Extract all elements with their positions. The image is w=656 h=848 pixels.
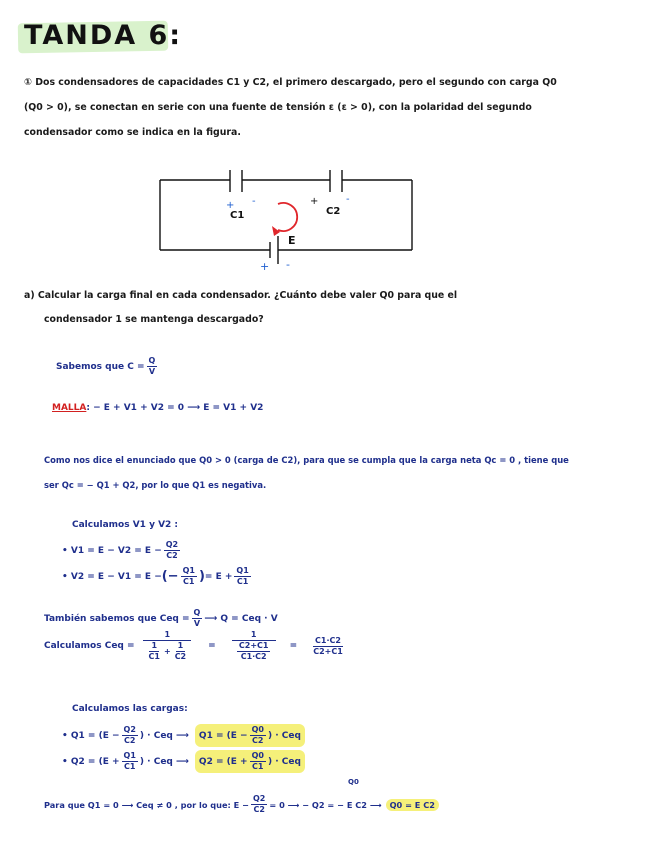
ceq-den-a-den: C1 [148, 652, 160, 661]
q1-box-num: Q0 [251, 725, 264, 734]
source-plus-sign: + [260, 260, 270, 273]
v1-fraction [164, 540, 180, 561]
q2-equation [62, 750, 305, 773]
c1-plus-sign: + [226, 200, 235, 211]
final-num: Q2 [252, 794, 266, 803]
v2-mid: = E + [204, 571, 233, 582]
current-arrow [278, 203, 297, 231]
q2-box-den: C1 [252, 762, 264, 771]
v1-den: C2 [166, 551, 178, 560]
q2-result-highlight [195, 750, 305, 773]
q1-prefix: • Q1 = (E − [62, 730, 120, 741]
como-line-1: Como nos dice el enunciado que Q0 > 0 (carga de C2), para que se cumpla que la carga neta Qc = 0 , tiene que [44, 455, 569, 465]
q1-den: C2 [124, 736, 136, 745]
ceq-den-b-den: C2 [174, 652, 187, 661]
ceq3-num: C1·C2 [315, 635, 341, 645]
v2-den-2: C1 [236, 577, 249, 586]
problem-number: ① [24, 77, 32, 88]
v2-fraction-2 [234, 566, 250, 587]
tambien-line [44, 608, 278, 629]
ceq-equals-3: = [289, 641, 298, 651]
tambien-den: V [193, 619, 201, 628]
part-a-statement [24, 284, 457, 332]
v2-num: Q1 [182, 566, 195, 575]
q2-den: C1 [124, 762, 136, 771]
v2-equation [62, 566, 253, 587]
ceq-prefix: Calculamos Ceq = [44, 641, 135, 651]
q2-box-num: Q0 [251, 751, 264, 760]
c2-minus-sign: - [346, 194, 350, 205]
c1-label: C1 [230, 210, 245, 221]
ceq2-num: 1 [232, 630, 276, 641]
part-a-line-1: a) Calcular la carga final en cada condensador. ¿Cuánto debe valer Q0 para que el [24, 290, 458, 301]
v1-prefix: • V1 = E − V2 = E − [62, 545, 162, 556]
final-result-highlight: Q0 = E C2 [386, 799, 439, 811]
q2-num: Q1 [123, 751, 136, 760]
final-annotation-q0: Q0 [348, 778, 359, 786]
ceq-fraction [143, 630, 193, 662]
malla-line [52, 403, 263, 413]
c2-label: C2 [326, 206, 341, 217]
v2-prefix: • V2 = E − V1 = E − [62, 571, 162, 582]
tambien-fraction [192, 608, 203, 629]
v2-den: C1 [183, 577, 195, 586]
malla-equation: : − E + V1 + V2 = 0 ⟶ E = V1 + V2 [86, 403, 264, 413]
source-label: E [288, 234, 296, 247]
q1-equation [62, 724, 305, 747]
q2-box-suffix: ) · Ceq [267, 756, 301, 767]
q1-box-suffix: ) · Ceq [267, 730, 301, 741]
v2-num-2: Q1 [236, 566, 249, 575]
como-paragraph [44, 448, 569, 498]
ceq-num: 1 [143, 630, 191, 641]
q1-box-den: C2 [252, 736, 264, 745]
ceq-den-a-num: 1 [151, 641, 158, 650]
ceq-equals-2: = [208, 641, 216, 651]
ceq3-fraction [311, 636, 345, 657]
q1-num: Q2 [123, 725, 136, 734]
tambien-prefix: También sabemos que Ceq = [44, 613, 190, 624]
final-fraction [251, 794, 267, 815]
v1-equation [62, 540, 182, 561]
page-title: TANDA 6: [24, 20, 183, 51]
ceq-plus: + [163, 646, 171, 656]
sabemos-line [56, 356, 159, 377]
ceq2-den-den: C1·C2 [240, 652, 267, 661]
v1-num: Q2 [165, 540, 179, 549]
q2-prefix: • Q2 = (E + [62, 756, 120, 767]
c2-plus-sign: + [310, 196, 319, 207]
tambien-suffix: ⟶ Q = Ceq · V [204, 613, 278, 624]
final-den: C2 [253, 805, 265, 814]
c1-minus-sign: - [252, 196, 256, 207]
cargas-title: Calculamos las cargas: [72, 704, 188, 714]
q2-suffix: ) · Ceq ⟶ [139, 756, 189, 767]
q2-box-prefix: Q2 = (E + [198, 756, 248, 767]
ceq3-den: C2+C1 [313, 646, 343, 656]
ceq2-den-num: C2+C1 [238, 641, 269, 650]
problem-statement [24, 70, 644, 145]
problem-line-1: Dos condensadores de capacidades C1 y C2, el primero descargado, pero el segundo con carga Q0 [35, 77, 557, 88]
source-minus-sign: - [286, 258, 290, 271]
final-mid: = 0 ⟶ − Q2 = − E C2 ⟶ [269, 799, 382, 810]
q1-suffix: ) · Ceq ⟶ [139, 730, 189, 741]
ceq-line [44, 630, 347, 662]
q1-box-prefix: Q1 = (E − [198, 730, 248, 741]
v2-fraction [181, 566, 197, 587]
tambien-num: Q [193, 608, 201, 617]
como-line-2: ser Qc = − Q1 + Q2, por lo que Q1 es negativa. [44, 480, 267, 490]
final-prefix: Para que Q1 = 0 ⟶ Ceq ≠ 0 , por lo que: E − [44, 799, 249, 810]
part-a-line-2: condensador 1 se mantenga descargado? [44, 314, 264, 325]
sabemos-den: V [148, 367, 156, 376]
ceq-den-b-num: 1 [177, 641, 184, 650]
ceq2-fraction [232, 630, 276, 662]
sabemos-fraction [147, 356, 158, 377]
problem-line-2: (Q0 > 0), se conectan en serie con una fuente de tensión ε (ε > 0), con la polaridad del segundo [24, 102, 532, 113]
calc-v-title: Calculamos V1 y V2 : [72, 520, 179, 530]
sabemos-text: Sabemos que C = [56, 361, 145, 372]
circuit-diagram [150, 168, 430, 278]
v2-paren-open: (− [161, 569, 179, 584]
v2-paren-close: ) [198, 569, 205, 584]
final-line [44, 794, 439, 815]
ceq-den [143, 641, 193, 662]
sabemos-num: Q [148, 356, 156, 365]
q2-fraction [122, 751, 138, 772]
problem-line-3: condensador como se indica en la figura. [24, 127, 241, 138]
q1-result-highlight [195, 724, 305, 747]
q1-fraction [122, 725, 138, 746]
malla-label: MALLA [52, 403, 87, 413]
